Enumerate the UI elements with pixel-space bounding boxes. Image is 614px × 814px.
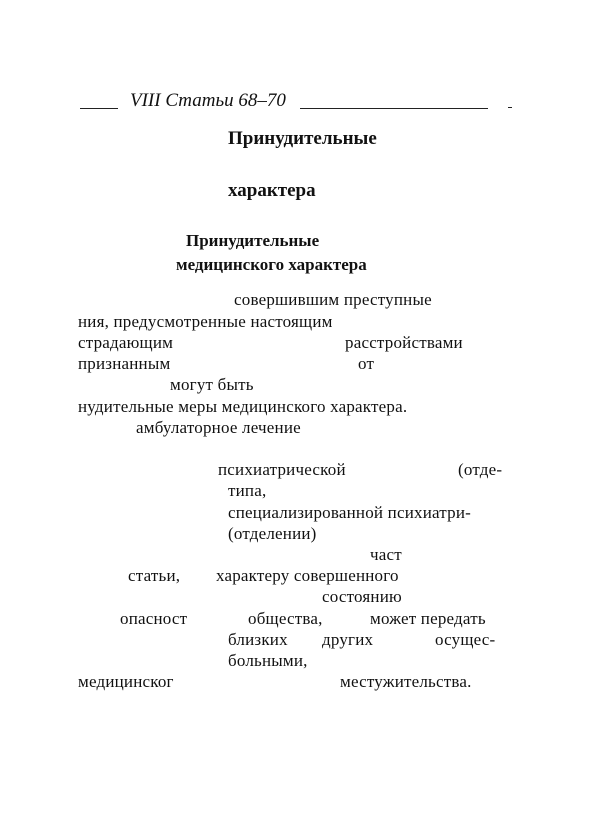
subtitle-line-1: Принудительные	[186, 231, 320, 250]
text-line: нудительные меры медицинского характера.	[78, 397, 408, 416]
text-line: амбулаторное лечение	[136, 418, 301, 437]
text-line: типа,	[228, 481, 267, 500]
running-title: VIII Статьи 68–70	[130, 90, 286, 111]
text-line: расстройствами	[345, 333, 463, 352]
text-line: могут быть	[170, 375, 254, 394]
header-dash	[80, 108, 118, 109]
text-line: состоянию	[322, 587, 402, 606]
text-line: может передать	[370, 609, 486, 628]
header-rule	[300, 108, 488, 109]
text-line: (отде-	[458, 460, 503, 479]
text-line: совершившим преступные	[234, 290, 432, 309]
text-line: характеру совершенного	[216, 566, 399, 585]
text-line: медицинског	[78, 672, 174, 691]
text-line: других	[322, 630, 374, 649]
text-line: ния, предусмотренные настоящим	[78, 312, 333, 331]
text-line: част	[370, 545, 402, 564]
text-line: (отделении)	[228, 524, 317, 543]
text-line: от	[358, 354, 375, 373]
text-line: опасност	[120, 609, 188, 628]
running-header	[80, 86, 520, 110]
text-line: признанным	[78, 354, 171, 373]
text-line: страдающим	[78, 333, 174, 352]
text-line: близких	[228, 630, 288, 649]
text-line: общества,	[248, 609, 323, 628]
section-title-line-2: характера	[228, 180, 316, 201]
header-mark	[508, 107, 512, 108]
text-line: статьи,	[128, 566, 181, 585]
subtitle-line-2: медицинского характера	[176, 255, 367, 274]
text-line: больными,	[228, 651, 308, 670]
text-line: осущес-	[435, 630, 496, 649]
text-line: специализированной психиатри-	[228, 503, 472, 522]
section-title-line-1: Принудительные	[228, 128, 377, 149]
text-line: психиатрической	[218, 460, 346, 479]
text-line: местужительства.	[340, 672, 472, 691]
